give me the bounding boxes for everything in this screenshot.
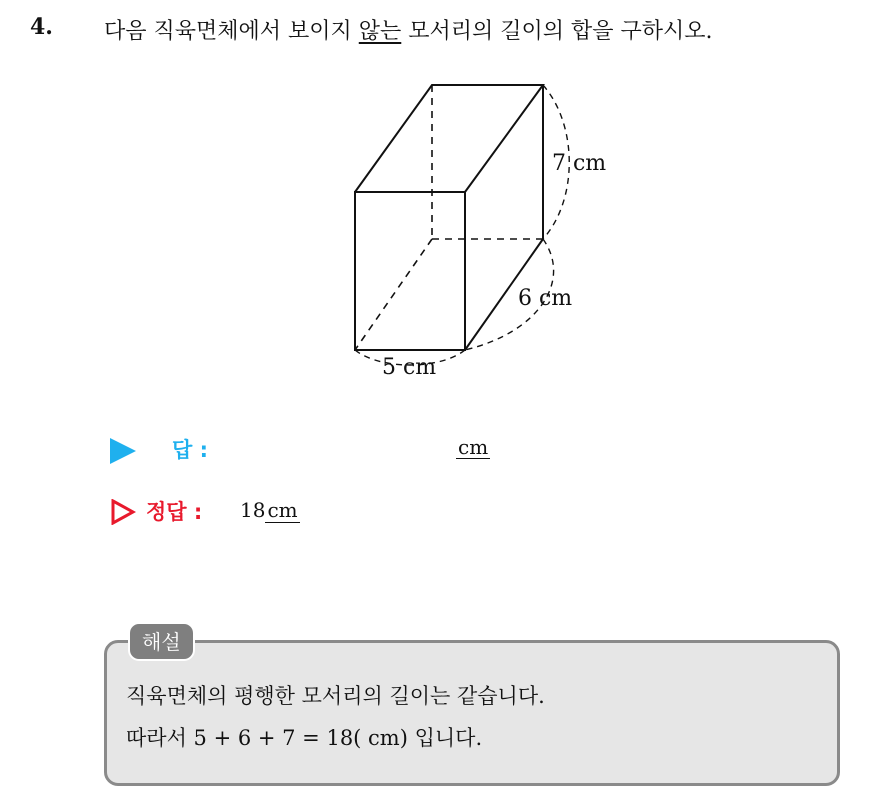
- cuboid-figure: [340, 70, 630, 390]
- question-underlined-word: 않는: [358, 19, 402, 44]
- explanation-tab: 해설: [128, 622, 195, 661]
- correct-answer-number: 18: [240, 498, 266, 522]
- question-text: [104, 14, 713, 45]
- height-label: 7 cm: [552, 151, 607, 176]
- top-face-edges: [355, 85, 543, 192]
- depth-label: 6 cm: [518, 286, 573, 311]
- explanation-line-1: 직육면체의 평행한 모서리의 길이는 같습니다.: [126, 684, 545, 708]
- play-arrow-icon: [110, 438, 136, 464]
- correct-answer-unit: cm: [267, 498, 298, 522]
- explanation-box: [104, 640, 840, 786]
- answer-label: 답 :: [172, 438, 208, 462]
- hidden-depth-edge: [355, 239, 432, 350]
- correct-answer-label: 정답 :: [146, 500, 203, 524]
- width-label: 5 cm: [382, 355, 437, 380]
- explanation-line-2: 따라서 5 + 6 + 7 = 18( cm) 입니다.: [126, 726, 483, 750]
- question-text-part-1: 다음 직육면체에서 보이지: [104, 19, 359, 44]
- correct-answer-value: [240, 498, 300, 522]
- question-number: 4.: [30, 14, 53, 40]
- answer-unit: cm: [458, 435, 489, 459]
- outline-arrow-icon: [110, 499, 136, 525]
- question-text-part-2: 모서리의 길이의 합을 구하시오.: [401, 19, 713, 44]
